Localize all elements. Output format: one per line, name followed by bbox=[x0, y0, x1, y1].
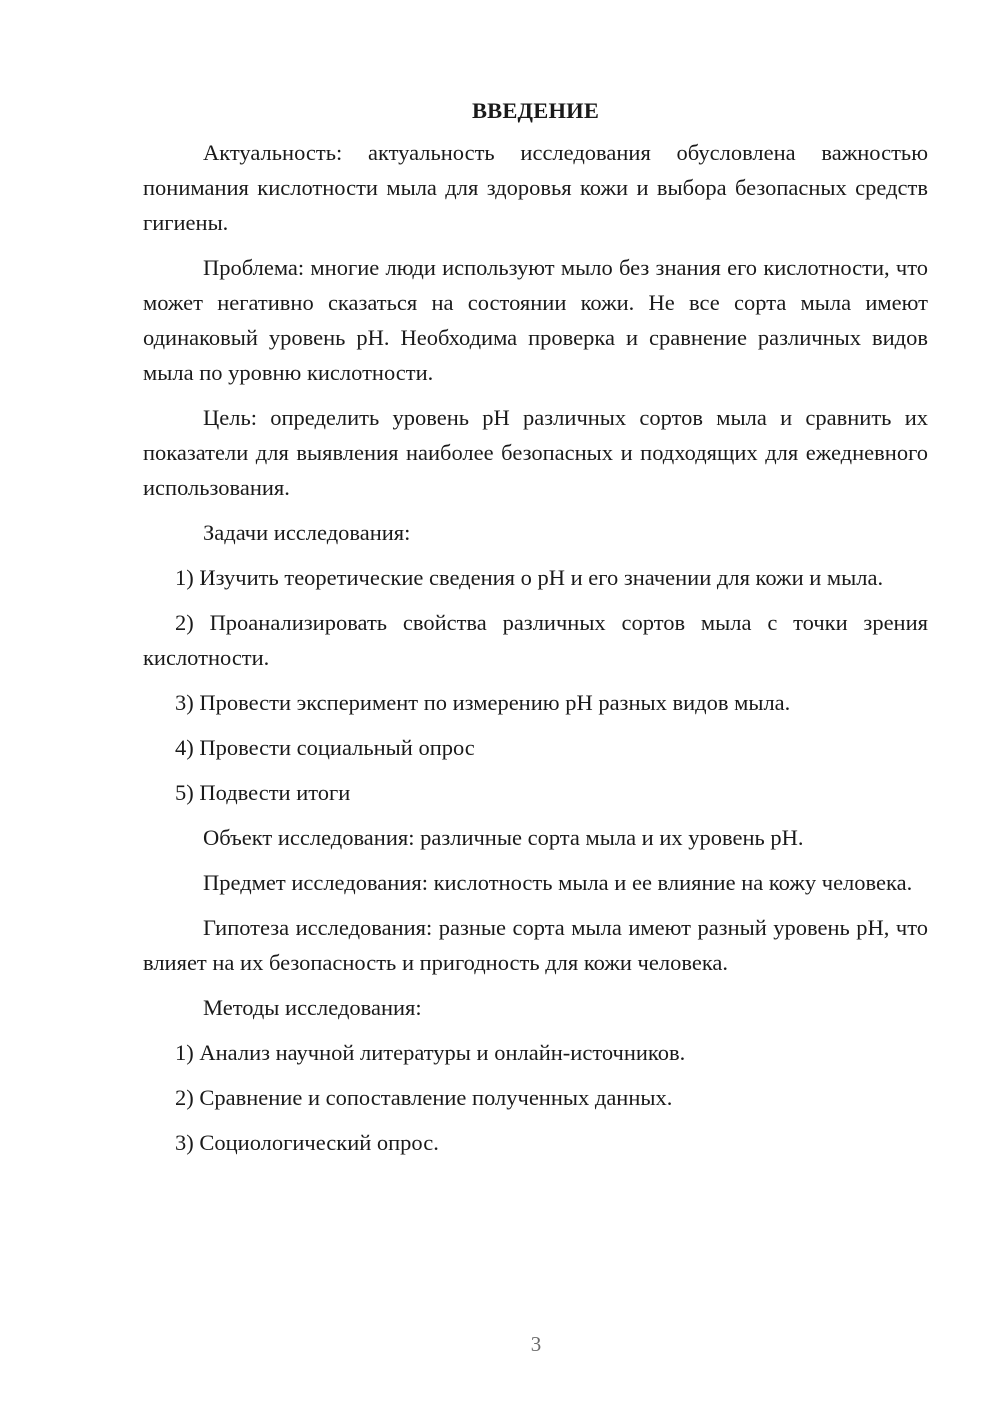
task-item: 1) Изучить теоретические сведения о pH и его значении для кожи и мыла. bbox=[175, 565, 884, 590]
method-item: 2) Сравнение и сопоставление полученных данных. bbox=[175, 1085, 673, 1110]
object-paragraph: Объект исследования: различные сорта мыла и их уровень pH. bbox=[203, 825, 804, 850]
methods-heading: Методы исследования: bbox=[203, 995, 422, 1020]
page-number: 3 bbox=[530, 1332, 542, 1356]
method-item: 1) Анализ научной литературы и онлайн-источников. bbox=[175, 1040, 686, 1065]
goal-paragraph: Цель: определить уровень pH различных сортов мыла и сравнить их показатели для выявления наиболее безопасных и подходящих для ежедневного использования. bbox=[143, 405, 928, 500]
subject-paragraph: Предмет исследования: кислотность мыла и ее влияние на кожу человека. bbox=[203, 870, 913, 895]
task-item: 4) Провести социальный опрос bbox=[175, 735, 475, 760]
section-title: ВВЕДЕНИЕ bbox=[471, 98, 600, 123]
document-body bbox=[143, 96, 928, 1170]
method-item: 3) Социологический опрос. bbox=[175, 1130, 439, 1155]
problem-paragraph: Проблема: многие люди используют мыло без знания его кислотности, что может негативно сказаться на состоянии кожи. Не все сорта мыла имеют одинаковый уровень pH. Необходима проверка и сравнение различных видов мыла по уровню кислотности. bbox=[143, 255, 928, 385]
task-item: 5) Подвести итоги bbox=[175, 780, 351, 805]
task-item: 2) Проанализировать свойства различных сортов мыла с точки зрения кислотности. bbox=[143, 610, 928, 670]
hypothesis-paragraph: Гипотеза исследования: разные сорта мыла имеют разный уровень pH, что влияет на их безопасность и пригодность для кожи человека. bbox=[143, 915, 928, 975]
tasks-heading: Задачи исследования: bbox=[203, 520, 411, 545]
task-item: 3) Провести эксперимент по измерению pH разных видов мыла. bbox=[175, 690, 791, 715]
relevance-paragraph: Актуальность: актуальность исследования обусловлена важностью понимания кислотности мыла для здоровья кожи и выбора безопасных средств гигиены. bbox=[143, 140, 928, 235]
